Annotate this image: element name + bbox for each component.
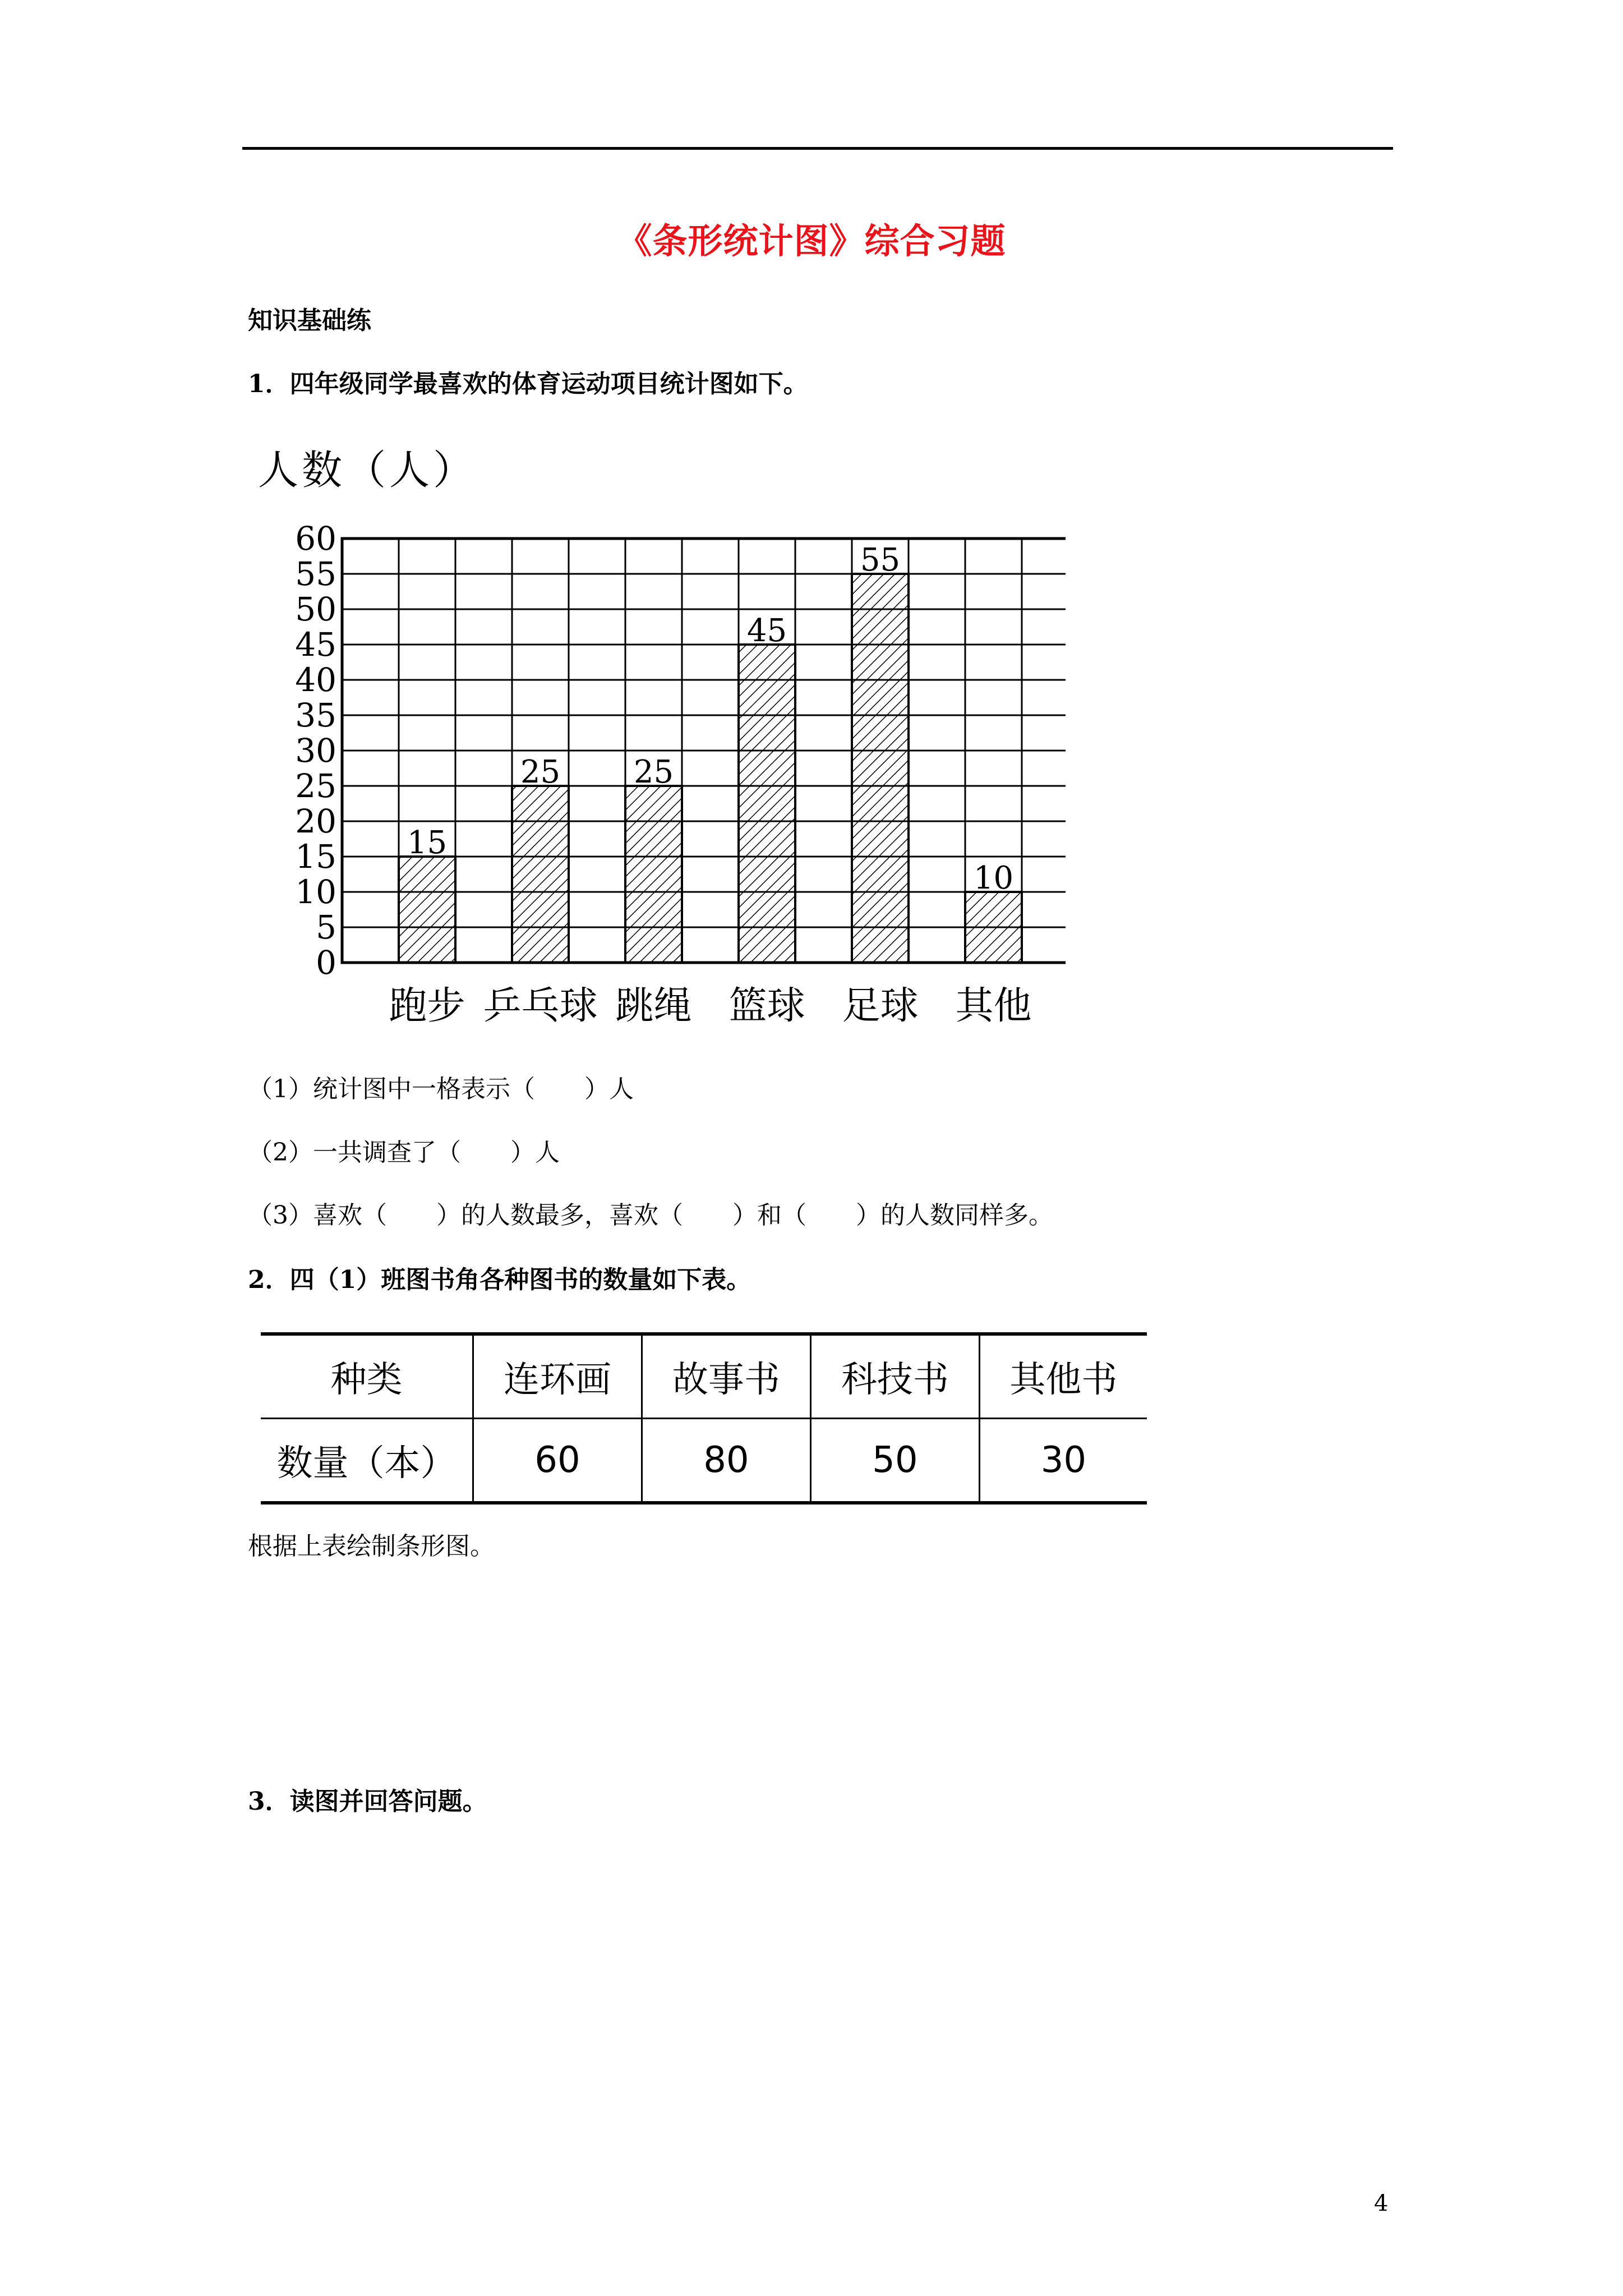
bar xyxy=(625,786,682,963)
y-tick-label: 35 xyxy=(295,696,336,734)
table-cell: 60 xyxy=(473,1419,642,1503)
bar-value-label: 10 xyxy=(973,860,1014,896)
section-heading: 知识基础练 xyxy=(248,306,371,335)
table-header-row xyxy=(261,1334,1147,1419)
y-tick-label: 40 xyxy=(295,661,336,699)
y-tick-label: 25 xyxy=(295,767,336,805)
y-tick-label: 30 xyxy=(295,731,336,770)
bar-value-label: 15 xyxy=(407,825,448,861)
table-header-cell: 科技书 xyxy=(810,1334,979,1419)
bar xyxy=(739,645,795,963)
table-header-cell: 连环画 xyxy=(473,1334,642,1419)
bar-chart xyxy=(269,522,1066,1027)
question-3: 3．读图并回答问题。 xyxy=(248,1787,487,1816)
header-rule xyxy=(242,147,1393,150)
x-category-label: 足球 xyxy=(842,984,919,1027)
table-row xyxy=(261,1419,1147,1503)
table-cell: 50 xyxy=(810,1419,979,1503)
table-header-cell: 其他书 xyxy=(979,1334,1147,1419)
page-number: 4 xyxy=(1374,2191,1389,2216)
table-cell: 数量（本） xyxy=(261,1419,473,1503)
question-1: 1．四年级同学最喜欢的体育运动项目统计图如下。 xyxy=(248,370,808,398)
x-category-label: 篮球 xyxy=(728,984,805,1027)
bar xyxy=(399,857,455,963)
bar-value-label: 55 xyxy=(860,542,901,578)
bar xyxy=(965,892,1022,963)
bar-value-label: 45 xyxy=(746,613,787,649)
question-2-instruction: 根据上表绘制条形图。 xyxy=(248,1532,495,1561)
x-category-label: 乒乓球 xyxy=(483,984,598,1027)
bar xyxy=(852,574,909,963)
page-title: 《条形统计图》综合习题 xyxy=(617,220,1006,261)
y-tick-label: 45 xyxy=(295,625,336,664)
table-header-cell: 故事书 xyxy=(642,1334,810,1419)
bar-value-label: 25 xyxy=(520,754,561,790)
y-tick-label: 55 xyxy=(295,555,336,593)
book-count-table xyxy=(261,1332,1147,1504)
x-category-label: 其他 xyxy=(955,984,1032,1027)
y-tick-label: 0 xyxy=(316,944,336,982)
bar-value-label: 25 xyxy=(633,754,674,790)
question-1-part-2: （2）一共调查了（ ）人 xyxy=(248,1138,560,1167)
table-cell: 30 xyxy=(979,1419,1147,1503)
question-1-part-1: （1）统计图中一格表示（ ）人 xyxy=(248,1075,634,1103)
bar xyxy=(512,786,569,963)
y-tick-label: 5 xyxy=(316,908,336,946)
question-1-part-3: （3）喜欢（ ）的人数最多，喜欢（ ）和（ ）的人数同样多。 xyxy=(248,1201,1053,1230)
x-category-label: 跑步 xyxy=(389,984,465,1027)
y-tick-label: 20 xyxy=(295,802,336,840)
question-2: 2．四（1）班图书角各种图书的数量如下表。 xyxy=(248,1266,751,1294)
y-tick-label: 15 xyxy=(295,838,336,876)
table-cell: 80 xyxy=(642,1419,810,1503)
x-category-label: 跳绳 xyxy=(615,984,692,1027)
chart-y-axis-label: 人数（人） xyxy=(258,447,477,494)
y-tick-label: 50 xyxy=(295,590,336,628)
y-tick-label: 60 xyxy=(295,522,336,558)
y-tick-label: 10 xyxy=(295,873,336,911)
table-header-cell: 种类 xyxy=(261,1334,473,1419)
